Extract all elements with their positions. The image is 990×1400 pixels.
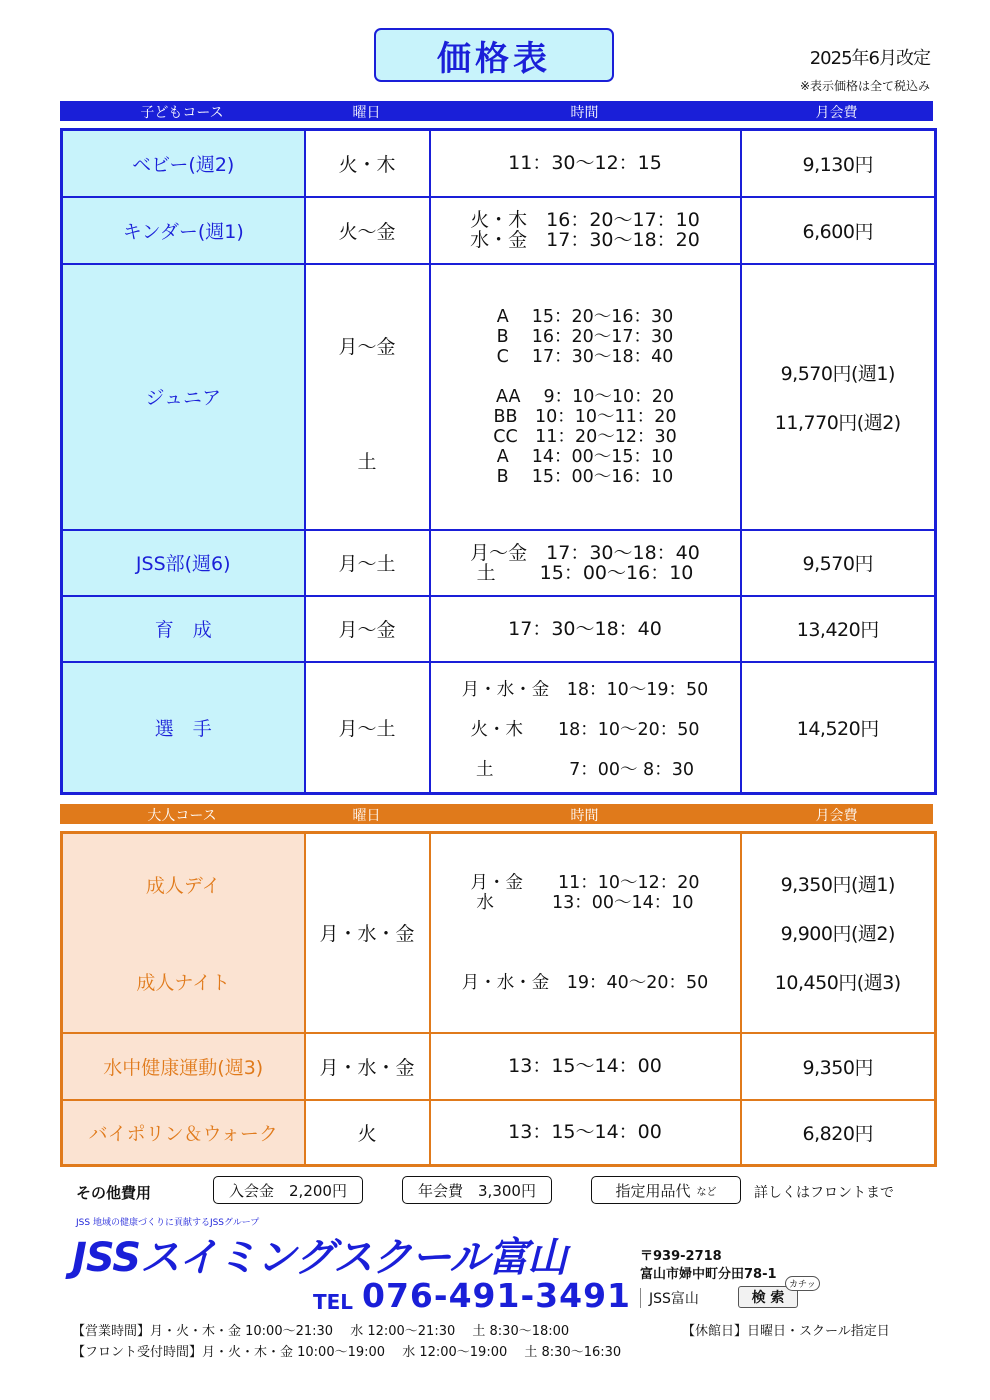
adult-col-days: 曜日 bbox=[352, 808, 381, 824]
course-time-cell bbox=[430, 662, 741, 794]
course-time-2: 火・木 18：10〜20：50 bbox=[470, 720, 700, 741]
course-name: 育 成 bbox=[62, 596, 305, 662]
kids-col-days: 曜日 bbox=[352, 105, 381, 121]
tax-note: ※表示価格は全て税込み bbox=[799, 79, 930, 93]
course-fee-week2: 9,900円(週2) bbox=[780, 923, 895, 946]
course-name: 水中健康運動(週3) bbox=[62, 1033, 305, 1100]
postal-code: 〒939-2718 bbox=[640, 1249, 722, 1264]
course-fee: 14,520円 bbox=[741, 662, 936, 794]
table-row bbox=[62, 197, 936, 264]
adult-col-course: 大人コース bbox=[147, 808, 217, 824]
course-days: 月〜土 bbox=[305, 530, 430, 596]
kids-price-table bbox=[60, 128, 937, 795]
table-row bbox=[62, 530, 936, 596]
course-days: 月〜土 bbox=[305, 662, 430, 794]
course-name-night: 成人ナイト bbox=[136, 971, 231, 994]
page-title: 価格表 bbox=[374, 28, 614, 82]
holiday-info: 【休館日】日曜日・スクール指定日 bbox=[682, 1324, 890, 1339]
course-name: 選 手 bbox=[62, 662, 305, 794]
course-name: ベビー(週2) bbox=[62, 130, 305, 197]
brand-logo: JSSスイミングスクール富山 bbox=[72, 1235, 567, 1281]
course-time: 月〜金 17：30〜18：40 土 15：00〜16：10 bbox=[430, 530, 741, 596]
business-hours: 【営業時間】月・火・木・金 10:00〜21:30 水 12:00〜21:30 土 8:30〜18:00 bbox=[72, 1324, 570, 1339]
course-days: 火・木 bbox=[305, 130, 430, 197]
course-time-cell bbox=[430, 264, 741, 530]
adult-header-bar bbox=[60, 804, 933, 824]
course-name: キンダー(週1) bbox=[62, 197, 305, 264]
course-fee: 9,570円 bbox=[741, 530, 936, 596]
course-fee-week1: 9,570円(週1) bbox=[780, 362, 895, 385]
course-fee-week1: 9,350円(週1) bbox=[780, 874, 895, 897]
course-time: 17：30〜18：40 bbox=[430, 596, 741, 662]
course-name: ジュニア bbox=[62, 264, 305, 530]
course-time-night: 月・水・金 19：40〜20：50 bbox=[461, 972, 709, 993]
course-days-weekday: 月〜金 bbox=[338, 335, 396, 358]
address: 富山市婦中町分田78-1 bbox=[640, 1267, 777, 1282]
table-row bbox=[62, 130, 936, 197]
goods-fee-suffix: など bbox=[696, 1186, 717, 1198]
group-tagline: JSS 地域の健康づくりに貢献するJSSグループ bbox=[76, 1218, 260, 1228]
course-days-cell bbox=[305, 264, 430, 530]
revision-date: 2025年6月改定 bbox=[809, 48, 930, 69]
course-time-3: 土 7：00〜 8：30 bbox=[476, 760, 694, 781]
goods-fee-label: 指定用品代 bbox=[615, 1181, 691, 1200]
kids-header-bar bbox=[60, 101, 933, 121]
table-row bbox=[62, 662, 936, 794]
course-days: 月〜金 bbox=[305, 596, 430, 662]
course-time: 13：15〜14：00 bbox=[430, 1033, 741, 1100]
search-keyword: JSS富山 bbox=[640, 1288, 699, 1308]
course-fee: 13,420円 bbox=[741, 596, 936, 662]
table-row bbox=[62, 1100, 936, 1166]
tel-label: TEL bbox=[313, 1290, 354, 1314]
course-name: JSS部(週6) bbox=[62, 530, 305, 596]
course-time-1: 月・水・金 18：10〜19：50 bbox=[461, 680, 709, 701]
course-time: 火・木 16：20〜17：10 水・金 17：30〜18：20 bbox=[430, 197, 741, 264]
course-fee: 6,600円 bbox=[741, 197, 936, 264]
course-fee-week3: 10,450円(週3) bbox=[774, 972, 901, 995]
course-days: 月・水・金 bbox=[305, 1033, 430, 1100]
other-fees-label: その他費用 bbox=[76, 1184, 152, 1202]
search-badge: カチッ bbox=[785, 1276, 820, 1291]
course-fee-cell bbox=[741, 264, 936, 530]
course-time: 11：30〜12：15 bbox=[430, 130, 741, 197]
course-days: 火 bbox=[305, 1100, 430, 1166]
adult-col-time: 時間 bbox=[570, 808, 599, 824]
table-row bbox=[62, 264, 936, 530]
course-days: 火〜金 bbox=[305, 197, 430, 264]
table-row bbox=[62, 1033, 936, 1100]
search-button: 検 索 bbox=[738, 1286, 798, 1308]
course-time-saturday: AA 9：10〜10：20 BB 10：10〜11：20 CC 11：20〜12：30 A 14：00〜15：10 B 15：00〜16：10 bbox=[493, 386, 677, 487]
course-name: バイポリン＆ウォーク bbox=[62, 1100, 305, 1166]
kids-col-course: 子どもコース bbox=[140, 105, 224, 121]
tel-number: 076-491-3491 bbox=[362, 1276, 632, 1315]
kids-col-fee: 月会費 bbox=[815, 105, 858, 121]
course-name-cell bbox=[62, 833, 305, 1033]
course-time-day: 月・金 11：10〜12：20 水 13：00〜14：10 bbox=[470, 872, 700, 913]
kids-col-time: 時間 bbox=[570, 105, 599, 121]
entry-fee-badge: 入会金 2,200円 bbox=[213, 1176, 363, 1204]
goods-fee-badge bbox=[591, 1176, 741, 1204]
detail-note: 詳しくはフロントまで bbox=[754, 1185, 894, 1201]
course-days-saturday: 土 bbox=[357, 450, 377, 473]
course-days: 月・水・金 bbox=[305, 833, 430, 1033]
front-desk-hours: 【フロント受付時間】月・火・木・金 10:00〜19:00 水 12:00〜19:00 土 8:30〜16:30 bbox=[72, 1345, 622, 1360]
table-row bbox=[62, 833, 936, 1033]
course-time: 13：15〜14：00 bbox=[430, 1100, 741, 1166]
course-fee-cell bbox=[741, 833, 936, 1033]
course-fee-week2: 11,770円(週2) bbox=[774, 411, 901, 434]
table-row bbox=[62, 596, 936, 662]
course-name-day: 成人デイ bbox=[145, 874, 221, 897]
course-fee: 9,350円 bbox=[741, 1033, 936, 1100]
course-fee: 6,820円 bbox=[741, 1100, 936, 1166]
annual-fee-badge: 年会費 3,300円 bbox=[402, 1176, 552, 1204]
adult-col-fee: 月会費 bbox=[815, 808, 858, 824]
adult-price-table bbox=[60, 831, 937, 1167]
course-time-weekday: A 15：20〜16：30 B 16：20〜17：30 C 17：30〜18：40 bbox=[496, 306, 674, 367]
course-fee: 9,130円 bbox=[741, 130, 936, 197]
course-time-cell bbox=[430, 833, 741, 1033]
